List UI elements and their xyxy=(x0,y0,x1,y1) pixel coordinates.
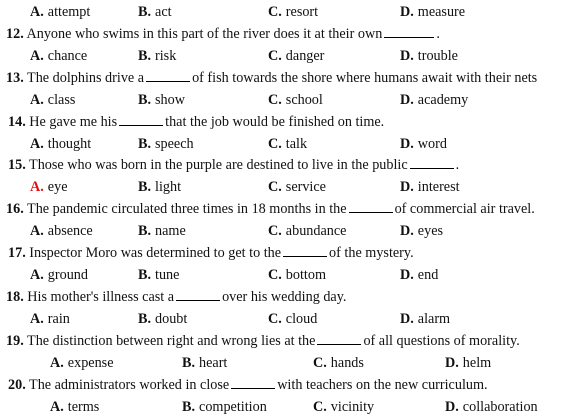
option-d xyxy=(400,133,447,155)
option-a xyxy=(30,89,75,111)
option-text: heart xyxy=(199,355,228,371)
answer-blank[interactable] xyxy=(146,67,190,82)
option-text: hands xyxy=(330,355,364,371)
option-c xyxy=(313,396,374,418)
option-letter: A. xyxy=(50,399,64,415)
option-letter: D. xyxy=(400,136,414,152)
option-letter: D. xyxy=(400,48,414,64)
option-text: collaboration xyxy=(462,399,538,415)
option-text: competition xyxy=(199,399,267,415)
question-number: 19. xyxy=(6,333,24,349)
option-letter: A. xyxy=(30,179,44,195)
option-letter: A. xyxy=(30,4,44,20)
option-text: helm xyxy=(462,355,492,371)
option-a xyxy=(50,352,114,374)
option-letter: D. xyxy=(400,267,414,283)
option-letter: B. xyxy=(138,311,152,327)
question-number: 20. xyxy=(8,377,26,393)
option-text: trouble xyxy=(417,48,458,64)
option-letter: B. xyxy=(182,355,196,371)
option-text: expense xyxy=(67,355,114,371)
option-a xyxy=(30,308,70,330)
question-stem xyxy=(6,330,520,352)
option-c xyxy=(313,352,364,374)
question-number: 15. xyxy=(8,157,26,173)
stem-text: The dolphins drive a xyxy=(27,70,145,86)
option-letter: C. xyxy=(313,399,327,415)
question-stem xyxy=(6,67,537,89)
question-stem xyxy=(8,374,488,396)
option-d xyxy=(400,45,458,67)
option-text: speech xyxy=(155,136,194,152)
option-letter: B. xyxy=(138,4,152,20)
question-number: 12. xyxy=(6,26,24,42)
option-text: resort xyxy=(285,4,319,20)
option-letter: C. xyxy=(313,355,327,371)
answer-blank[interactable] xyxy=(119,111,163,126)
answer-blank[interactable] xyxy=(349,198,393,213)
option-text: ground xyxy=(47,267,88,283)
option-letter: D. xyxy=(400,92,414,108)
option-letter: D. xyxy=(445,399,459,415)
option-a xyxy=(50,396,99,418)
option-text: class xyxy=(47,92,76,108)
option-text: absence xyxy=(47,223,93,239)
stem-text: . xyxy=(436,26,440,42)
question-number: 18. xyxy=(6,289,24,305)
option-text: vicinity xyxy=(330,399,375,415)
option-letter: A. xyxy=(30,48,44,64)
option-text: tune xyxy=(155,267,180,283)
option-d xyxy=(445,352,491,374)
answer-blank[interactable] xyxy=(317,330,361,345)
option-text: chance xyxy=(47,48,88,64)
option-b xyxy=(182,396,267,418)
answer-blank[interactable] xyxy=(283,242,327,257)
option-a xyxy=(30,45,87,67)
option-letter: C. xyxy=(268,179,282,195)
option-d xyxy=(445,396,538,418)
option-b xyxy=(138,133,194,155)
option-d xyxy=(400,220,443,242)
answer-blank[interactable] xyxy=(231,374,275,389)
option-letter: D. xyxy=(400,4,414,20)
stem-text: of commercial air travel. xyxy=(394,201,535,217)
option-c xyxy=(268,176,326,198)
option-letter: D. xyxy=(445,355,459,371)
option-letter: C. xyxy=(268,223,282,239)
stem-text: He gave me his xyxy=(29,114,118,130)
stem-text: Those who was born in the purple are destined to live in the public xyxy=(29,157,408,173)
option-d xyxy=(400,176,460,198)
option-c xyxy=(268,133,307,155)
option-text: light xyxy=(155,179,182,195)
option-text: word xyxy=(417,136,447,152)
option-letter: A. xyxy=(30,92,44,108)
option-c xyxy=(268,264,326,286)
option-letter: B. xyxy=(138,179,152,195)
option-letter: A. xyxy=(30,267,44,283)
stem-text: Inspector Moro was determined to get to the xyxy=(29,245,282,261)
option-text: academy xyxy=(417,92,469,108)
question-stem xyxy=(8,154,459,176)
option-letter: B. xyxy=(182,399,196,415)
option-b xyxy=(138,220,186,242)
question-stem xyxy=(8,242,414,264)
stem-text: The distinction between right and wrong lies at the xyxy=(27,333,316,349)
option-b xyxy=(138,45,176,67)
option-text: school xyxy=(285,92,323,108)
option-text: abundance xyxy=(285,223,347,239)
option-letter: A. xyxy=(50,355,64,371)
option-b xyxy=(138,1,172,23)
option-b xyxy=(138,308,187,330)
option-c xyxy=(268,220,346,242)
option-letter: A. xyxy=(30,311,44,327)
option-letter: C. xyxy=(268,48,282,64)
option-letter: C. xyxy=(268,92,282,108)
option-a xyxy=(30,264,88,286)
answer-blank[interactable] xyxy=(176,286,220,301)
option-text: show xyxy=(155,92,185,108)
option-letter: C. xyxy=(268,136,282,152)
option-b xyxy=(138,89,185,111)
option-text: talk xyxy=(285,136,308,152)
option-text: bottom xyxy=(285,267,326,283)
option-text: danger xyxy=(285,48,325,64)
option-letter: C. xyxy=(268,4,282,20)
option-text: measure xyxy=(417,4,466,20)
option-text: thought xyxy=(47,136,92,152)
option-text: name xyxy=(155,223,186,239)
stem-text: with teachers on the new curriculum. xyxy=(277,377,488,393)
question-stem xyxy=(6,198,535,220)
option-letter: D. xyxy=(400,223,414,239)
question-stem xyxy=(8,111,384,133)
stem-text: The administrators worked in close xyxy=(29,377,230,393)
option-d xyxy=(400,308,450,330)
option-letter: A. xyxy=(30,136,44,152)
option-text: service xyxy=(285,179,326,195)
option-a xyxy=(30,220,93,242)
option-a xyxy=(30,1,90,23)
option-text: alarm xyxy=(417,311,451,327)
option-letter: C. xyxy=(268,267,282,283)
option-text: interest xyxy=(417,179,460,195)
option-text: doubt xyxy=(155,311,188,327)
question-number: 16. xyxy=(6,201,24,217)
option-text: attempt xyxy=(47,4,91,20)
option-a xyxy=(30,176,68,198)
stem-text: of the mystery. xyxy=(329,245,414,261)
stem-text: of all questions of morality. xyxy=(363,333,520,349)
question-number: 13. xyxy=(6,70,24,86)
option-b xyxy=(138,176,181,198)
option-text: risk xyxy=(155,48,177,64)
answer-blank[interactable] xyxy=(410,154,454,169)
stem-text: of fish towards the shore where humans await with their nets xyxy=(192,70,538,86)
option-c xyxy=(268,1,318,23)
option-letter: A. xyxy=(30,223,44,239)
question-stem xyxy=(6,286,346,308)
option-text: eye xyxy=(47,179,68,195)
stem-text: The pandemic circulated three times in 18 months in the xyxy=(27,201,347,217)
option-text: act xyxy=(155,4,172,20)
option-b xyxy=(138,264,179,286)
option-text: eyes xyxy=(417,223,444,239)
option-b xyxy=(182,352,227,374)
stem-text: over his wedding day. xyxy=(222,289,347,305)
option-letter: C. xyxy=(268,311,282,327)
question-number: 14. xyxy=(8,114,26,130)
option-text: terms xyxy=(67,399,100,415)
option-c xyxy=(268,308,317,330)
stem-text: that the job would be finished on time. xyxy=(165,114,385,130)
option-letter: D. xyxy=(400,311,414,327)
option-letter: B. xyxy=(138,48,152,64)
option-letter: B. xyxy=(138,92,152,108)
option-text: cloud xyxy=(285,311,318,327)
option-a xyxy=(30,133,91,155)
option-text: end xyxy=(417,267,439,283)
stem-text: His mother's illness cast a xyxy=(27,289,175,305)
option-c xyxy=(268,89,323,111)
question-number: 17. xyxy=(8,245,26,261)
option-text: rain xyxy=(47,311,70,327)
option-d xyxy=(400,264,438,286)
question-stem xyxy=(6,23,440,45)
option-letter: B. xyxy=(138,223,152,239)
option-letter: B. xyxy=(138,136,152,152)
answer-blank[interactable] xyxy=(384,23,434,38)
stem-text: Anyone who swims in this part of the river does it at their own xyxy=(26,26,383,42)
option-letter: B. xyxy=(138,267,152,283)
option-letter: D. xyxy=(400,179,414,195)
stem-text: . xyxy=(455,157,460,173)
option-c xyxy=(268,45,324,67)
option-d xyxy=(400,89,468,111)
option-d xyxy=(400,1,465,23)
